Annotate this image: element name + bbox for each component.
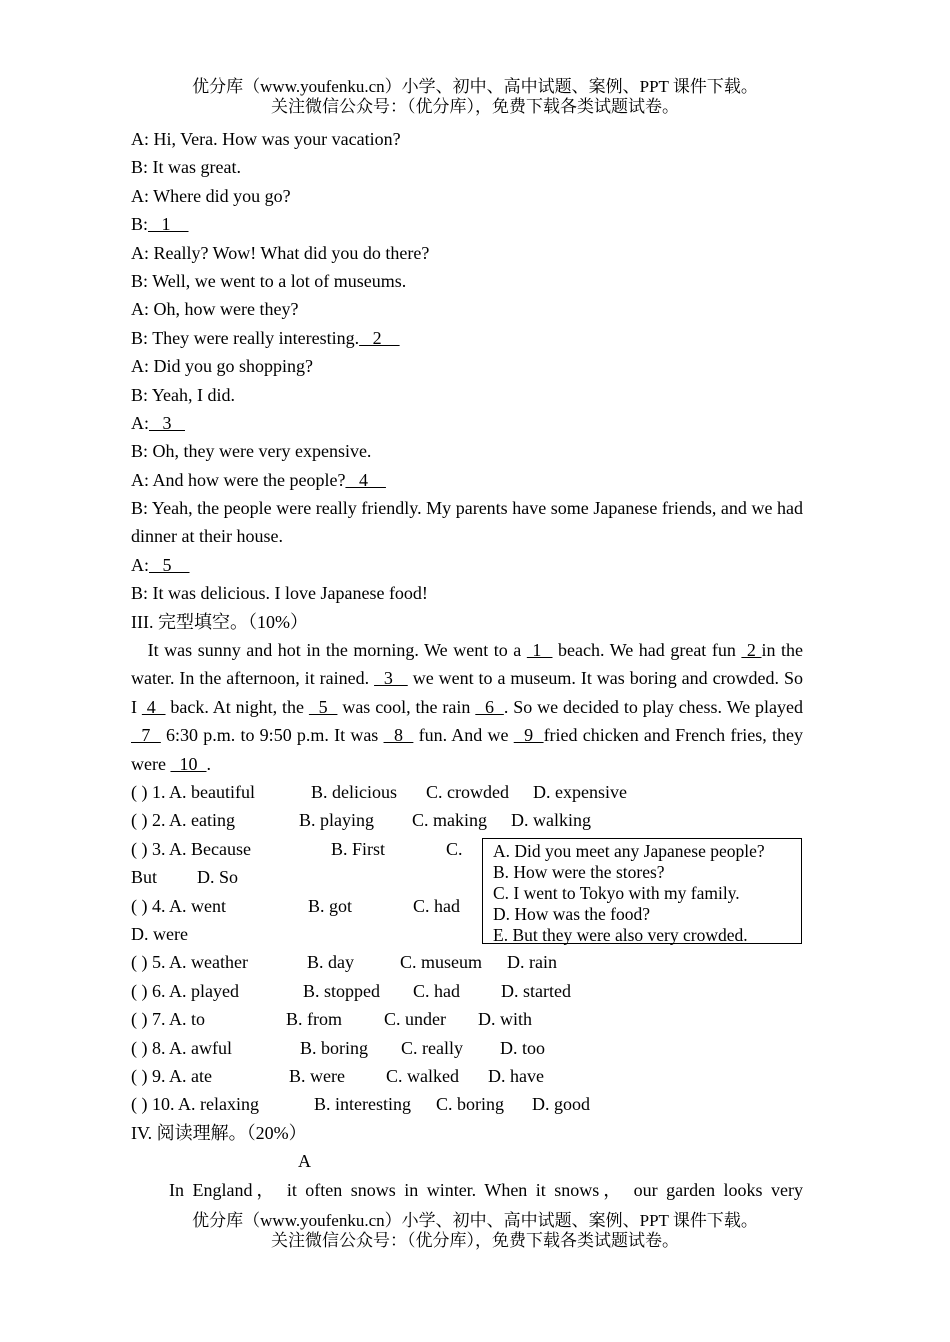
question-option-b: B. First (331, 838, 386, 859)
dialogue-line (131, 295, 803, 323)
dialogue-line (131, 239, 803, 267)
passage-text: . So we decided to play chess. We played (503, 696, 808, 717)
dialogue-text: It was great. (148, 157, 241, 178)
question-option-c: C. museum (400, 952, 483, 973)
dialogue-text: It was delicious. I love Japanese food! (148, 583, 428, 604)
speaker-label: A: (131, 554, 149, 575)
dialogue-line (131, 125, 803, 153)
passage-blank: 8 (383, 725, 414, 746)
speaker-label: B: (131, 270, 149, 291)
page-footer (0, 1211, 950, 1251)
question-option-b: B. delicious (311, 782, 397, 803)
page-header (0, 77, 950, 117)
question-option-c: C. boring (436, 1094, 505, 1115)
question-option-d: D. have (488, 1066, 544, 1086)
footer-line-2: 关注微信公众号：（优分库），免费下载各类试题试卷。 (271, 1231, 679, 1250)
speaker-label: B: (131, 327, 149, 348)
question-option-a: ( ) 6. A. played (131, 980, 239, 1001)
question-option-b: B. playing (299, 810, 374, 831)
passage-blank: 4 (141, 696, 166, 717)
header-line-1: 优分库（www.youfenku.cn）小学、初中、高中试题、案例、PPT 课件下载。 (192, 77, 758, 96)
dialogue-text: Really? Wow! What did you do there? (149, 242, 430, 263)
dialogue-text: Oh, they were very expensive. (148, 441, 372, 462)
dialogue-text: Where did you go? (149, 185, 291, 206)
question-row (131, 948, 803, 976)
question-option-a: ( ) 1. A. beautiful (131, 782, 255, 803)
option-box-item: E. But they were also very crowded. (493, 925, 748, 945)
question-option-a: ( ) 7. A. to (131, 1009, 205, 1030)
dialogue-line (131, 437, 803, 465)
question-row (131, 806, 803, 834)
question-option-c: C. had (413, 980, 460, 1001)
question-option-b: B. from (286, 1009, 342, 1030)
question-option-d: D. rain (507, 952, 557, 973)
question-option-a: D. were (131, 924, 188, 945)
question-option-c: C. really (401, 1037, 463, 1058)
dialogue-section (131, 125, 803, 494)
header-line-2: 关注微信公众号：（优分库），免费下载各类试题试卷。 (271, 97, 679, 116)
option-box-item: C. I went to Tokyo with my family. (493, 883, 740, 903)
question-option-b: B. boring (300, 1037, 369, 1058)
answer-options-box (482, 838, 802, 944)
dialogue-line (131, 153, 803, 181)
question-option-c: C. had (413, 895, 460, 916)
question-option-a: But (131, 867, 158, 888)
question-option-a: ( ) 9. A. ate (131, 1066, 212, 1086)
footer-line-1: 优分库（www.youfenku.cn）小学、初中、高中试题、案例、PPT 课件下载。 (192, 1211, 758, 1230)
question-option-c: C. walked (386, 1066, 459, 1086)
question-option-b: B. interesting (314, 1094, 411, 1115)
question-option-d: D. walking (511, 810, 591, 831)
section4-subtitle: A (298, 1151, 311, 1172)
cloze-questions (131, 778, 803, 1119)
question-option-d: D. good (532, 1094, 590, 1115)
question-option-a: ( ) 2. A. eating (131, 810, 235, 831)
question-option-d: D. started (501, 980, 571, 1001)
dialogue-text: And how were the people? (149, 469, 346, 490)
speaker-label: A: (131, 356, 149, 377)
dialogue-text: They were really interesting. (148, 327, 360, 348)
passage-text: It was sunny and hot in the morning. We went to a (131, 640, 527, 661)
section4-title: IV. 阅读理解。（20%） (131, 1122, 307, 1143)
dialogue-text: Did you go shopping? (149, 356, 313, 377)
speaker-label: A: (131, 129, 149, 149)
speaker-label: B: (131, 384, 149, 405)
question-option-d: D. too (500, 1037, 545, 1058)
speaker-label: B: (131, 441, 149, 462)
dialogue-line (131, 466, 803, 494)
passage-blank: 1 (526, 640, 553, 661)
document-body (131, 125, 808, 1204)
question-option-d: D. with (478, 1009, 532, 1030)
dialogue-line (131, 182, 803, 210)
dialogue-text: Oh, how were they? (149, 299, 299, 320)
dialogue-line (131, 381, 803, 409)
question-row (131, 1005, 803, 1033)
passage-text: fun. And we (413, 725, 514, 746)
question-option-a: ( ) 5. A. weather (131, 952, 248, 973)
question-option-b: B. got (308, 895, 353, 916)
option-box-item: D. How was the food? (493, 904, 650, 924)
passage-text: . (206, 753, 211, 774)
dialogue-text: Well, we went to a lot of museums. (148, 270, 407, 291)
speaker-label: B: (131, 157, 149, 178)
question-option-b: B. were (289, 1066, 345, 1086)
dialogue-line (131, 352, 803, 380)
question-row (131, 977, 803, 1005)
question-option-a: ( ) 8. A. awful (131, 1037, 232, 1058)
question-row (131, 1090, 803, 1118)
passage-text: fried chicken and French fries, they were (131, 725, 808, 774)
dialogue-text: Yeah, I did. (148, 384, 236, 405)
dialogue-line (131, 324, 803, 352)
question-option-b: B. day (307, 952, 354, 973)
section4-first-line: In England， it often snows in winter. When it snows， our garden looks very (169, 1179, 803, 1200)
dialogue-long-line: B: Yeah, the people were really friendly. My parents have some Japanese friends, and we had dinner at their house. (131, 498, 803, 547)
passage-text: beach. We had great fun (552, 640, 742, 661)
speaker-label: A: (131, 299, 149, 320)
question-option-c: C. crowded (426, 782, 509, 803)
passage-blank: 10 (170, 753, 207, 774)
question-option-d: D. expensive (533, 782, 627, 803)
question-option-c: C. making (412, 810, 487, 831)
dialogue-line (131, 551, 803, 579)
speaker-label: B: (131, 583, 149, 604)
question-option-a: ( ) 10. A. relaxing (131, 1094, 259, 1115)
question-option-a: ( ) 4. A. went (131, 895, 226, 916)
answer-blank: 3 (149, 412, 185, 433)
passage-text: we went to a museum. It was boring and crowded. So I (131, 668, 808, 717)
dialogue-text: Hi, Vera. How was your vacation? (149, 129, 401, 149)
passage-text: in the water. In the afternoon, it rained. (131, 640, 808, 689)
dialogue-line (131, 409, 803, 437)
passage-blank: 9 (513, 725, 544, 746)
passage-blank: 2 (741, 640, 762, 661)
passage-blank: 3 (374, 668, 408, 689)
option-box-item: A. Did you meet any Japanese people? (493, 841, 765, 861)
speaker-label: A: (131, 185, 149, 206)
question-row (131, 778, 803, 806)
question-option-b: D. So (197, 867, 239, 888)
dialogue-line (131, 210, 803, 238)
passage-text: 6:30 p.m. to 9:50 p.m. It was (160, 725, 384, 746)
passage-text: back. At night, the (165, 696, 309, 717)
cloze-passage (131, 636, 808, 778)
answer-blank: 4 (345, 469, 386, 490)
question-option-c: C. (446, 838, 463, 859)
option-box-item: B. How were the stores? (493, 862, 665, 882)
question-option-b: B. stopped (303, 980, 381, 1001)
question-option-a: ( ) 3. A. Because (131, 838, 251, 859)
dialogue-line (131, 267, 803, 295)
dialogue-line (131, 579, 803, 607)
speaker-label: B: (131, 214, 149, 235)
question-row (131, 1034, 803, 1062)
passage-blank: 6 (475, 696, 504, 717)
dialogue-end-section (131, 551, 803, 608)
speaker-label: A: (131, 412, 149, 433)
question-option-c: C. under (384, 1009, 446, 1030)
answer-blank: 2 (359, 327, 400, 348)
passage-blank: 5 (308, 696, 338, 717)
question-row (131, 1062, 803, 1090)
speaker-label: A: (131, 242, 149, 263)
answer-blank: 1 (148, 214, 189, 235)
passage-text: was cool, the rain (337, 696, 476, 717)
speaker-label: A: (131, 469, 149, 490)
passage-blank: 7 (131, 725, 161, 746)
answer-blank: 5 (149, 554, 190, 575)
section3-title: III. 完型填空。（10%） (131, 611, 308, 632)
